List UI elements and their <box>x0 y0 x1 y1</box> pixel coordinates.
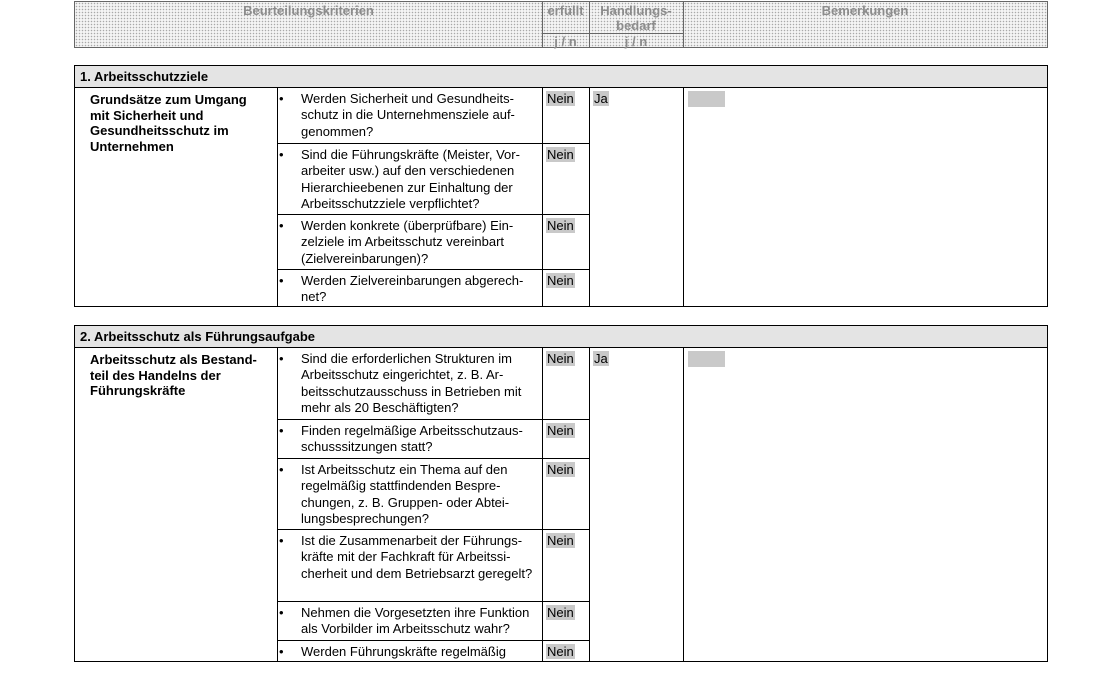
bullet-icon: • <box>279 423 284 438</box>
bullet-icon: • <box>279 147 284 162</box>
header-action-line2: bedarf <box>616 18 656 33</box>
action-field[interactable]: Ja <box>594 91 608 106</box>
answer-field[interactable]: Nein <box>547 218 574 233</box>
answer-field[interactable]: Nein <box>547 273 574 288</box>
answer-field[interactable]: Nein <box>547 605 574 620</box>
header-fulfilled: erfüllt <box>547 3 584 18</box>
criterion-text: Grundsätze zum Umgang mit Sicherheit und Gesundheitsschutz im Unternehmen <box>90 92 247 154</box>
header-action-yn: j / n <box>624 34 648 49</box>
header-fulfilled-yn: j / n <box>554 34 577 49</box>
bullet-icon: • <box>279 533 284 548</box>
bullet-icon: • <box>279 218 284 233</box>
answer-field[interactable]: Nein <box>547 91 574 106</box>
header-criteria: Beurteilungskriterien <box>243 3 374 18</box>
action-field[interactable]: Ja <box>594 351 608 366</box>
answer-field[interactable]: Nein <box>547 644 574 659</box>
bullet-icon: • <box>279 91 284 106</box>
remarks-field[interactable] <box>688 91 725 107</box>
header-remarks: Bemerkungen <box>821 3 909 18</box>
answer-field[interactable]: Nein <box>547 147 574 162</box>
criterion-text: Arbeitsschutz als Bestand-teil des Handelns der Führungskräfte <box>90 352 257 398</box>
table-header <box>74 1 1048 48</box>
section-arbeitsschutzziele: 1. Arbeitsschutzziele Grundsätze zum Umgang mit Sicherheit und Gesundheitsschutz im Unternehmen • Werden Sicherheit und Gesundheits-schutz in die Unternehmensziele auf-genommen? • Sind die Führungskräfte (Meister, Vor-arbeiter usw.) auf den verschiedenen Hierarchieebenen zur Einhaltung der Arbeitsschutzziele verpflichtet? • Werden konkrete (überprüfbare) Ein-zelziele im Arbeitsschutz vereinbart (Zielvereinbarungen)? • Werden Zielvereinbarungen abgerech-net? Nein Nein Nein Nein Ja <box>74 65 1048 307</box>
section-title: 2. Arbeitsschutz als Führungsaufgabe <box>75 326 1047 348</box>
answer-field[interactable]: Nein <box>547 462 574 477</box>
answer-field[interactable]: Nein <box>547 533 574 548</box>
answer-field[interactable]: Nein <box>547 423 574 438</box>
bullet-icon: • <box>279 462 284 477</box>
section-title: 1. Arbeitsschutzziele <box>75 66 1047 88</box>
bullet-icon: • <box>279 644 284 659</box>
header-action-line1: Handlungs- <box>600 3 672 18</box>
bullet-icon: • <box>279 273 284 288</box>
remarks-field[interactable] <box>688 351 725 367</box>
bullet-icon: • <box>279 605 284 620</box>
bullet-icon: • <box>279 351 284 366</box>
section-fuehrungsaufgabe: 2. Arbeitsschutz als Führungsaufgabe Arbeitsschutz als Bestand-teil des Handelns der Führungskräfte • Sind die erforderlichen Strukturen im Arbeitsschutz eingerichtet, z. B. Ar-beitsschutzausschuss in Betrieben mit mehr als 20 Beschäftigten? • Finden regelmäßige Arbeitsschutzaus-schusssitzungen statt? • Ist Arbeitsschutz ein Thema auf den regelmäßig stattfindenden Bespre-chungen, z. B. Gruppen- oder Abtei-lungsbesprechungen? • Ist die Zusammenarbeit der Führungs-kräfte mit der Fachkraft für Arbeitssi-cherheit und dem Betriebsarzt geregelt? • Nehmen die Vorgesetzten ihre Funktion als Vorbilder im Arbeitsschutz wahr? • Werden Führungskräfte regelmäßig Nein Nein Nein Nein Nein Nein Ja <box>74 325 1048 662</box>
answer-field[interactable]: Nein <box>547 351 574 366</box>
